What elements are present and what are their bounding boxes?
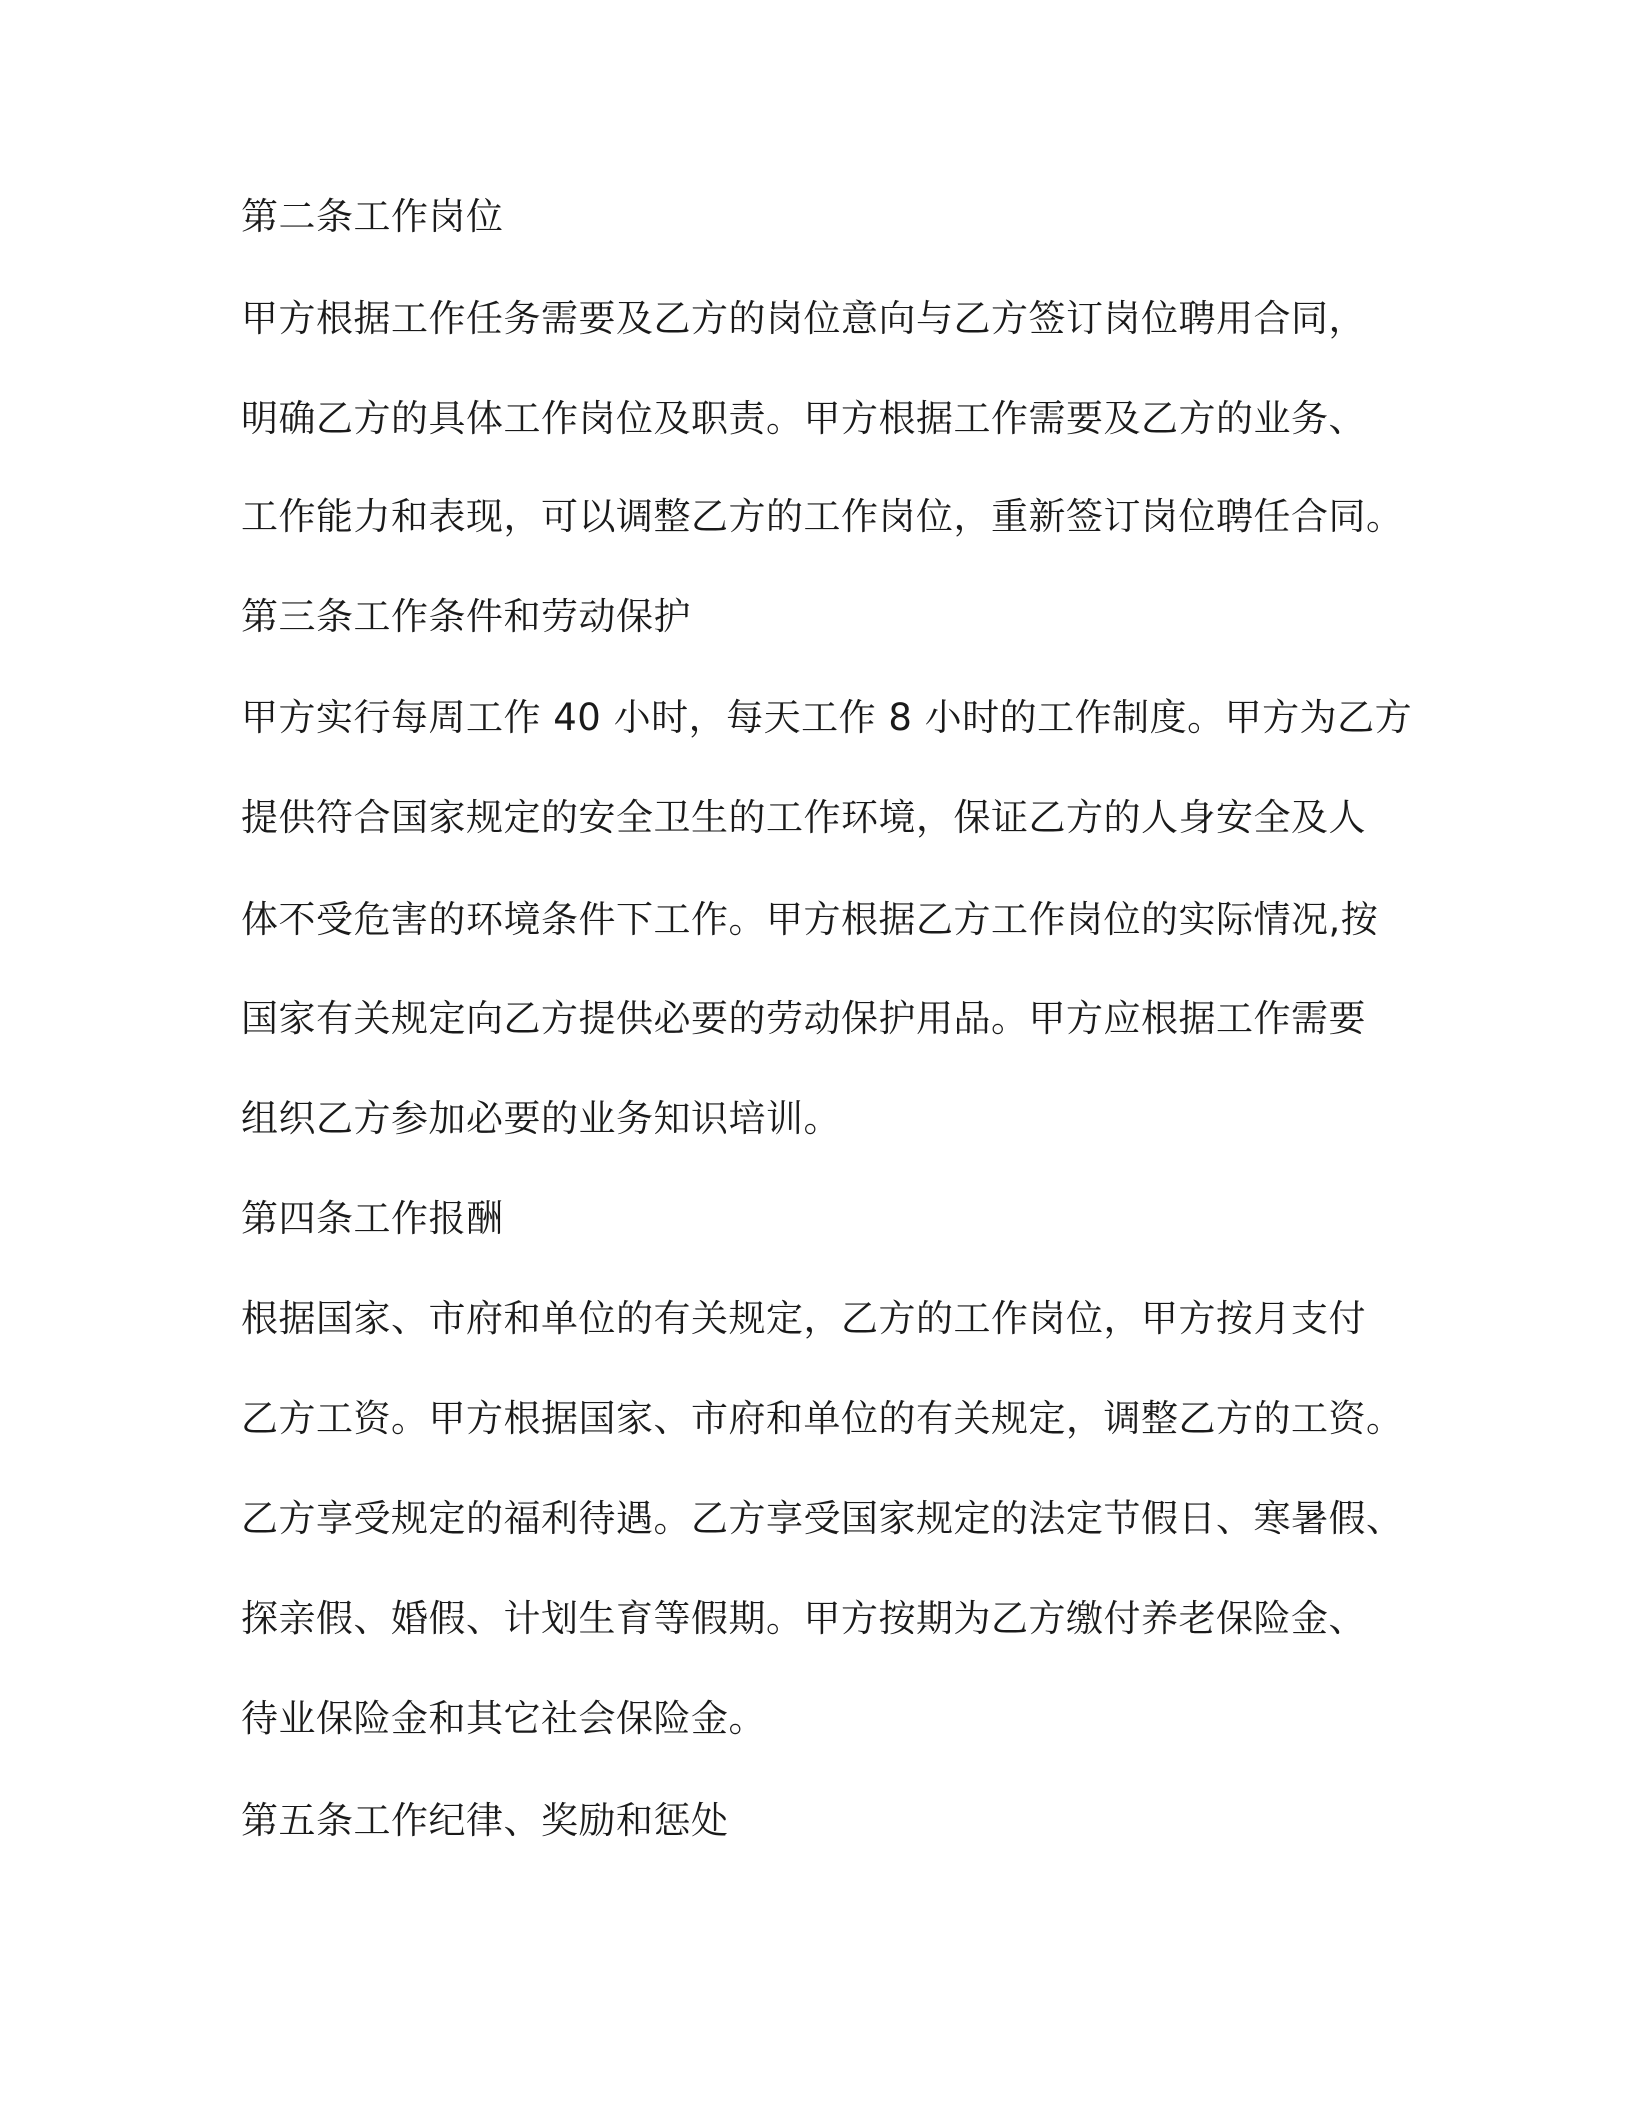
heading-article-2: 第二条工作岗位: [241, 195, 504, 238]
paragraph-line: 国家有关规定向乙方提供必要的劳动保护用品。甲方应根据工作需要: [241, 997, 1366, 1040]
paragraph-line: 甲方根据工作任务需要及乙方的岗位意向与乙方签订岗位聘用合同，: [241, 297, 1366, 340]
paragraph-line: 探亲假、婚假、计划生育等假期。甲方按期为乙方缴付养老保险金、: [241, 1597, 1366, 1640]
paragraph-line: 明确乙方的具体工作岗位及职责。甲方根据工作需要及乙方的业务、: [241, 397, 1366, 440]
paragraph-line: 提供符合国家规定的安全卫生的工作环境，保证乙方的人身安全及人: [241, 796, 1366, 839]
paragraph-line: 乙方工资。甲方根据国家、市府和单位的有关规定，调整乙方的工资。: [241, 1397, 1404, 1440]
heading-article-5: 第五条工作纪律、奖励和惩处: [241, 1799, 729, 1842]
heading-article-4: 第四条工作报酬: [241, 1197, 504, 1240]
paragraph-line: 甲方实行每周工作 40 小时，每天工作 8 小时的工作制度。甲方为乙方: [241, 696, 1413, 739]
paragraph-line: 待业保险金和其它社会保险金。: [241, 1697, 766, 1740]
paragraph-line: 工作能力和表现，可以调整乙方的工作岗位，重新签订岗位聘任合同。: [241, 495, 1404, 538]
heading-article-3: 第三条工作条件和劳动保护: [241, 595, 691, 638]
paragraph-line: 根据国家、市府和单位的有关规定，乙方的工作岗位，甲方按月支付: [241, 1297, 1366, 1340]
paragraph-line: 体不受危害的环境条件下工作。甲方根据乙方工作岗位的实际情况,按: [241, 898, 1379, 941]
paragraph-line: 乙方享受规定的福利待遇。乙方享受国家规定的法定节假日、寒暑假、: [241, 1497, 1404, 1540]
paragraph-line: 组织乙方参加必要的业务知识培训。: [241, 1097, 841, 1140]
